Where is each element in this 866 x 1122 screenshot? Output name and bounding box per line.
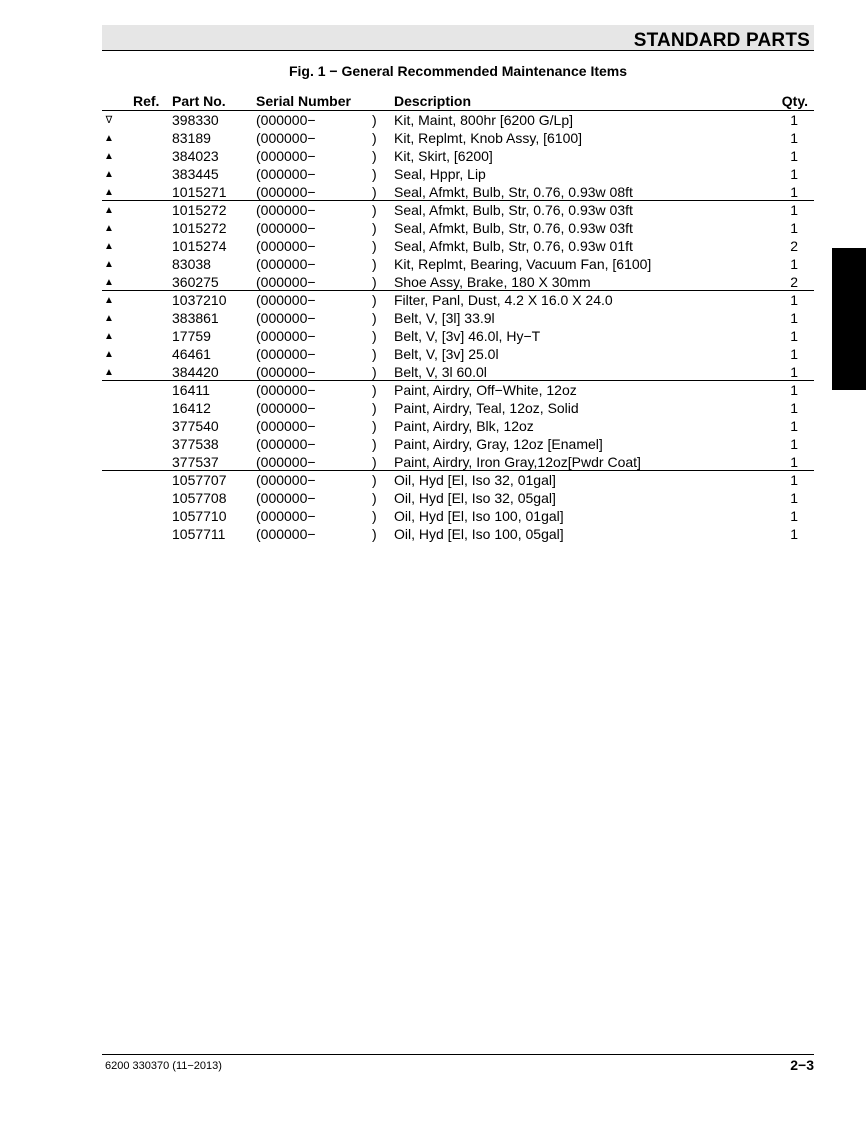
part-number: 46461 bbox=[172, 346, 211, 362]
part-number: 383861 bbox=[172, 310, 219, 326]
serial-number: (000000− bbox=[256, 166, 316, 182]
table-row bbox=[102, 255, 814, 273]
ref-marker-icon: ▲ bbox=[104, 313, 114, 324]
part-number: 1015272 bbox=[172, 220, 227, 236]
serial-close-paren: ) bbox=[372, 202, 377, 218]
description: Paint, Airdry, Gray, 12oz [Enamel] bbox=[394, 436, 603, 452]
serial-number: (000000− bbox=[256, 148, 316, 164]
serial-close-paren: ) bbox=[372, 508, 377, 524]
description: Belt, V, 3l 60.0l bbox=[394, 364, 487, 380]
quantity: 1 bbox=[790, 364, 798, 380]
part-number: 16412 bbox=[172, 400, 211, 416]
serial-number: (000000− bbox=[256, 292, 316, 308]
ref-marker-icon: ▲ bbox=[104, 349, 114, 360]
table-row bbox=[102, 489, 814, 507]
description: Paint, Airdry, Teal, 12oz, Solid bbox=[394, 400, 579, 416]
description: Kit, Maint, 800hr [6200 G/Lp] bbox=[394, 112, 573, 128]
ref-marker-icon: ▲ bbox=[104, 277, 114, 288]
quantity: 1 bbox=[790, 220, 798, 236]
quantity: 1 bbox=[790, 382, 798, 398]
description: Oil, Hyd [El, Iso 100, 01gal] bbox=[394, 508, 564, 524]
ref-marker-icon: ▲ bbox=[104, 187, 114, 198]
serial-close-paren: ) bbox=[372, 328, 377, 344]
quantity: 1 bbox=[790, 346, 798, 362]
serial-number: (000000− bbox=[256, 310, 316, 326]
column-header-qty: Qty. bbox=[781, 93, 808, 109]
part-number: 1057710 bbox=[172, 508, 227, 524]
table-row bbox=[102, 345, 814, 363]
description: Seal, Afmkt, Bulb, Str, 0.76, 0.93w 03ft bbox=[394, 220, 633, 236]
serial-number: (000000− bbox=[256, 400, 316, 416]
quantity: 1 bbox=[790, 202, 798, 218]
table-row bbox=[102, 363, 814, 381]
part-number: 360275 bbox=[172, 274, 219, 290]
quantity: 1 bbox=[790, 526, 798, 542]
part-number: 1057708 bbox=[172, 490, 227, 506]
serial-number: (000000− bbox=[256, 508, 316, 524]
table-row bbox=[102, 273, 814, 291]
serial-number: (000000− bbox=[256, 436, 316, 452]
part-number: 384420 bbox=[172, 364, 219, 380]
ref-marker-icon: ▲ bbox=[104, 151, 114, 162]
serial-number: (000000− bbox=[256, 472, 316, 488]
ref-marker-icon: ▲ bbox=[104, 331, 114, 342]
serial-number: (000000− bbox=[256, 490, 316, 506]
column-header-ref: Ref. bbox=[133, 93, 160, 109]
quantity: 1 bbox=[790, 490, 798, 506]
description: Kit, Skirt, [6200] bbox=[394, 148, 493, 164]
serial-number: (000000− bbox=[256, 220, 316, 236]
serial-number: (000000− bbox=[256, 256, 316, 272]
serial-close-paren: ) bbox=[372, 346, 377, 362]
serial-number: (000000− bbox=[256, 184, 316, 200]
table-row bbox=[102, 399, 814, 417]
serial-close-paren: ) bbox=[372, 400, 377, 416]
figure-title: Fig. 1 − General Recommended Maintenance Items bbox=[288, 63, 628, 79]
serial-number: (000000− bbox=[256, 526, 316, 542]
serial-number: (000000− bbox=[256, 454, 316, 470]
table-row bbox=[102, 471, 814, 489]
serial-close-paren: ) bbox=[372, 292, 377, 308]
quantity: 1 bbox=[790, 112, 798, 128]
serial-number: (000000− bbox=[256, 418, 316, 434]
part-number: 377538 bbox=[172, 436, 219, 452]
quantity: 1 bbox=[790, 130, 798, 146]
serial-close-paren: ) bbox=[372, 184, 377, 200]
serial-close-paren: ) bbox=[372, 364, 377, 380]
description: Oil, Hyd [El, Iso 100, 05gal] bbox=[394, 526, 564, 542]
part-number: 377537 bbox=[172, 454, 219, 470]
serial-close-paren: ) bbox=[372, 130, 377, 146]
part-number: 83038 bbox=[172, 256, 211, 272]
description: Paint, Airdry, Blk, 12oz bbox=[394, 418, 534, 434]
table-row bbox=[102, 129, 814, 147]
serial-number: (000000− bbox=[256, 328, 316, 344]
serial-close-paren: ) bbox=[372, 238, 377, 254]
part-number: 1015274 bbox=[172, 238, 227, 254]
description: Seal, Hppr, Lip bbox=[394, 166, 486, 182]
ref-marker-icon: ∇ bbox=[105, 115, 113, 126]
description: Kit, Replmt, Bearing, Vacuum Fan, [6100] bbox=[394, 256, 652, 272]
quantity: 1 bbox=[790, 148, 798, 164]
ref-marker-icon: ▲ bbox=[104, 169, 114, 180]
page-number: 2−3 bbox=[790, 1057, 814, 1073]
table-row bbox=[102, 111, 814, 129]
part-number: 1015272 bbox=[172, 202, 227, 218]
serial-close-paren: ) bbox=[372, 490, 377, 506]
serial-number: (000000− bbox=[256, 202, 316, 218]
section-tab bbox=[832, 248, 866, 390]
quantity: 1 bbox=[790, 436, 798, 452]
part-number: 83189 bbox=[172, 130, 211, 146]
serial-close-paren: ) bbox=[372, 526, 377, 542]
serial-close-paren: ) bbox=[372, 256, 377, 272]
table-row bbox=[102, 381, 814, 399]
serial-close-paren: ) bbox=[372, 436, 377, 452]
table-row bbox=[102, 525, 814, 543]
table-row bbox=[102, 183, 814, 201]
part-number: 377540 bbox=[172, 418, 219, 434]
description: Seal, Afmkt, Bulb, Str, 0.76, 0.93w 08ft bbox=[394, 184, 633, 200]
ref-marker-icon: ▲ bbox=[104, 223, 114, 234]
part-number: 1057711 bbox=[172, 526, 226, 542]
serial-close-paren: ) bbox=[372, 166, 377, 182]
ref-marker-icon: ▲ bbox=[104, 259, 114, 270]
description: Paint, Airdry, Off−White, 12oz bbox=[394, 382, 577, 398]
table-row bbox=[102, 453, 814, 471]
quantity: 1 bbox=[790, 256, 798, 272]
quantity: 1 bbox=[790, 418, 798, 434]
serial-number: (000000− bbox=[256, 238, 316, 254]
description: Oil, Hyd [El, Iso 32, 01gal] bbox=[394, 472, 556, 488]
parts-table bbox=[102, 111, 814, 543]
description: Seal, Afmkt, Bulb, Str, 0.76, 0.93w 03ft bbox=[394, 202, 633, 218]
serial-close-paren: ) bbox=[372, 274, 377, 290]
serial-close-paren: ) bbox=[372, 418, 377, 434]
part-number: 1015271 bbox=[172, 184, 227, 200]
serial-number: (000000− bbox=[256, 364, 316, 380]
column-header-serial: Serial Number bbox=[256, 93, 351, 109]
description: Belt, V, [3v] 46.0l, Hy−T bbox=[394, 328, 541, 344]
serial-close-paren: ) bbox=[372, 472, 377, 488]
serial-number: (000000− bbox=[256, 274, 316, 290]
description: Seal, Afmkt, Bulb, Str, 0.76, 0.93w 01ft bbox=[394, 238, 633, 254]
description: Shoe Assy, Brake, 180 X 30mm bbox=[394, 274, 591, 290]
quantity: 1 bbox=[790, 166, 798, 182]
serial-number: (000000− bbox=[256, 346, 316, 362]
table-row bbox=[102, 417, 814, 435]
table-row bbox=[102, 201, 814, 219]
quantity: 1 bbox=[790, 400, 798, 416]
quantity: 1 bbox=[790, 310, 798, 326]
footer-divider bbox=[102, 1054, 814, 1055]
header-bar bbox=[102, 25, 814, 51]
part-number: 383445 bbox=[172, 166, 219, 182]
ref-marker-icon: ▲ bbox=[104, 133, 114, 144]
part-number: 398330 bbox=[172, 112, 219, 128]
description: Kit, Replmt, Knob Assy, [6100] bbox=[394, 130, 583, 146]
ref-marker-icon: ▲ bbox=[104, 367, 114, 378]
serial-number: (000000− bbox=[256, 130, 316, 146]
column-header-description: Description bbox=[394, 93, 472, 109]
ref-marker-icon: ▲ bbox=[104, 295, 114, 306]
quantity: 1 bbox=[790, 508, 798, 524]
description: Oil, Hyd [El, Iso 32, 05gal] bbox=[394, 490, 556, 506]
description: Belt, V, [3v] 25.0l bbox=[394, 346, 499, 362]
part-number: 1057707 bbox=[172, 472, 227, 488]
description: Belt, V, [3l] 33.9l bbox=[394, 310, 495, 326]
quantity: 1 bbox=[790, 454, 798, 470]
table-row bbox=[102, 165, 814, 183]
serial-close-paren: ) bbox=[372, 454, 377, 470]
description: Paint, Airdry, Iron Gray,12oz[Pwdr Coat] bbox=[394, 454, 641, 470]
ref-marker-icon: ▲ bbox=[104, 241, 114, 252]
table-row bbox=[102, 507, 814, 525]
quantity: 1 bbox=[790, 292, 798, 308]
column-header-part: Part No. bbox=[172, 93, 226, 109]
serial-close-paren: ) bbox=[372, 112, 377, 128]
table-row bbox=[102, 237, 814, 255]
table-row bbox=[102, 435, 814, 453]
description: Filter, Panl, Dust, 4.2 X 16.0 X 24.0 bbox=[394, 292, 613, 308]
quantity: 1 bbox=[790, 472, 798, 488]
quantity: 2 bbox=[790, 274, 798, 290]
table-header bbox=[102, 93, 814, 111]
page-title: STANDARD PARTS bbox=[633, 30, 810, 51]
ref-marker-icon: ▲ bbox=[104, 205, 114, 216]
table-row bbox=[102, 309, 814, 327]
table-row bbox=[102, 219, 814, 237]
part-number: 16411 bbox=[172, 382, 210, 398]
table-row bbox=[102, 291, 814, 309]
quantity: 2 bbox=[790, 238, 798, 254]
serial-close-paren: ) bbox=[372, 310, 377, 326]
serial-number: (000000− bbox=[256, 112, 316, 128]
serial-number: (000000− bbox=[256, 382, 316, 398]
quantity: 1 bbox=[790, 184, 798, 200]
table-row bbox=[102, 327, 814, 345]
part-number: 384023 bbox=[172, 148, 219, 164]
table-row bbox=[102, 147, 814, 165]
document-id: 6200 330370 (11−2013) bbox=[105, 1060, 222, 1072]
serial-close-paren: ) bbox=[372, 220, 377, 236]
serial-close-paren: ) bbox=[372, 148, 377, 164]
part-number: 1037210 bbox=[172, 292, 227, 308]
serial-close-paren: ) bbox=[372, 382, 377, 398]
quantity: 1 bbox=[790, 328, 798, 344]
part-number: 17759 bbox=[172, 328, 211, 344]
